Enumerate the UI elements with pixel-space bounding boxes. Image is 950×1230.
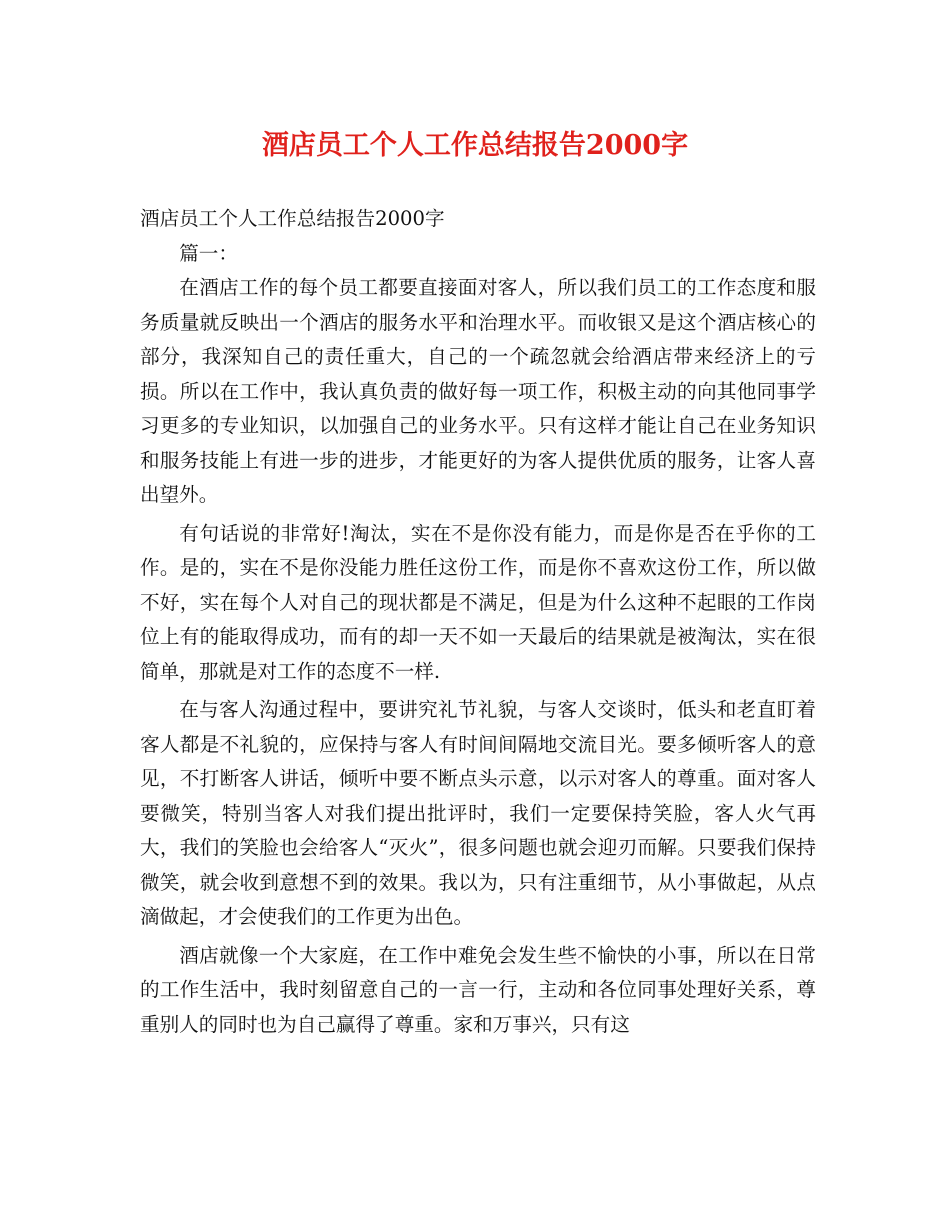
paragraph-4: 酒店就像一个大家庭，在工作中难免会发生些不愉快的小事，所以在日常的工作生活中，我时刻留意自己的一言一行，主动和各位同事处理好关系，尊重别人的同时也为自己赢得了尊重。家和万事兴，只有这 bbox=[140, 943, 816, 1036]
section-label: 篇一： bbox=[179, 241, 238, 265]
paragraph-1: 在酒店工作的每个员工都要直接面对客人，所以我们员工的工作态度和服务质量就反映出一个酒店的服务水平和治理水平。而收银又是这个酒店核心的部分，我深知自己的责任重大，自己的一个疏忽就会给酒店带来经济上的亏损。所以在工作中，我认真负责的做好每一项工作，积极主动的向其他同事学习更多的专业知识，以加强自己的业务水平。只有这样才能让自己在业务知识和服务技能上有进一步的进步，才能更好的为客人提供优质的服务，让客人喜出望外。 bbox=[140, 276, 816, 506]
document-title: 酒店员工个人工作总结报告2000字 bbox=[261, 130, 689, 161]
paragraph-2: 有句话说的非常好!淘汰，实在不是你没有能力，而是你是否在乎你的工作。是的，实在不是你没能力胜任这份工作，而是你不喜欢这份工作，所以做不好，实在每个人对自己的现状都是不满足，但是为什么这种不起眼的工作岗位上有的能取得成功，而有的却一天不如一天最后的结果就是被淘汰，实在很简单，那就是对工作的态度不一样. bbox=[140, 521, 816, 683]
document-subtitle: 酒店员工个人工作总结报告2000字 bbox=[140, 207, 445, 230]
document-body bbox=[140, 202, 816, 1042]
paragraph-3: 在与客人沟通过程中，要讲究礼节礼貌，与客人交谈时，低头和老直盯着客人都是不礼貌的，应保持与客人有时间间隔地交流目光。要多倾听客人的意见，不打断客人讲话，倾听中要不断点头示意，以示对客人的尊重。面对客人要微笑，特别当客人对我们提出批评时，我们一定要保持笑脸，客人火气再大，我们的笑脸也会给客人“灭火”，很多问题也就会迎刃而解。只要我们保持微笑，就会收到意想不到的效果。我以为，只有注重细节，从小事做起，从点滴做起，才会使我们的工作更为出色。 bbox=[140, 698, 816, 928]
